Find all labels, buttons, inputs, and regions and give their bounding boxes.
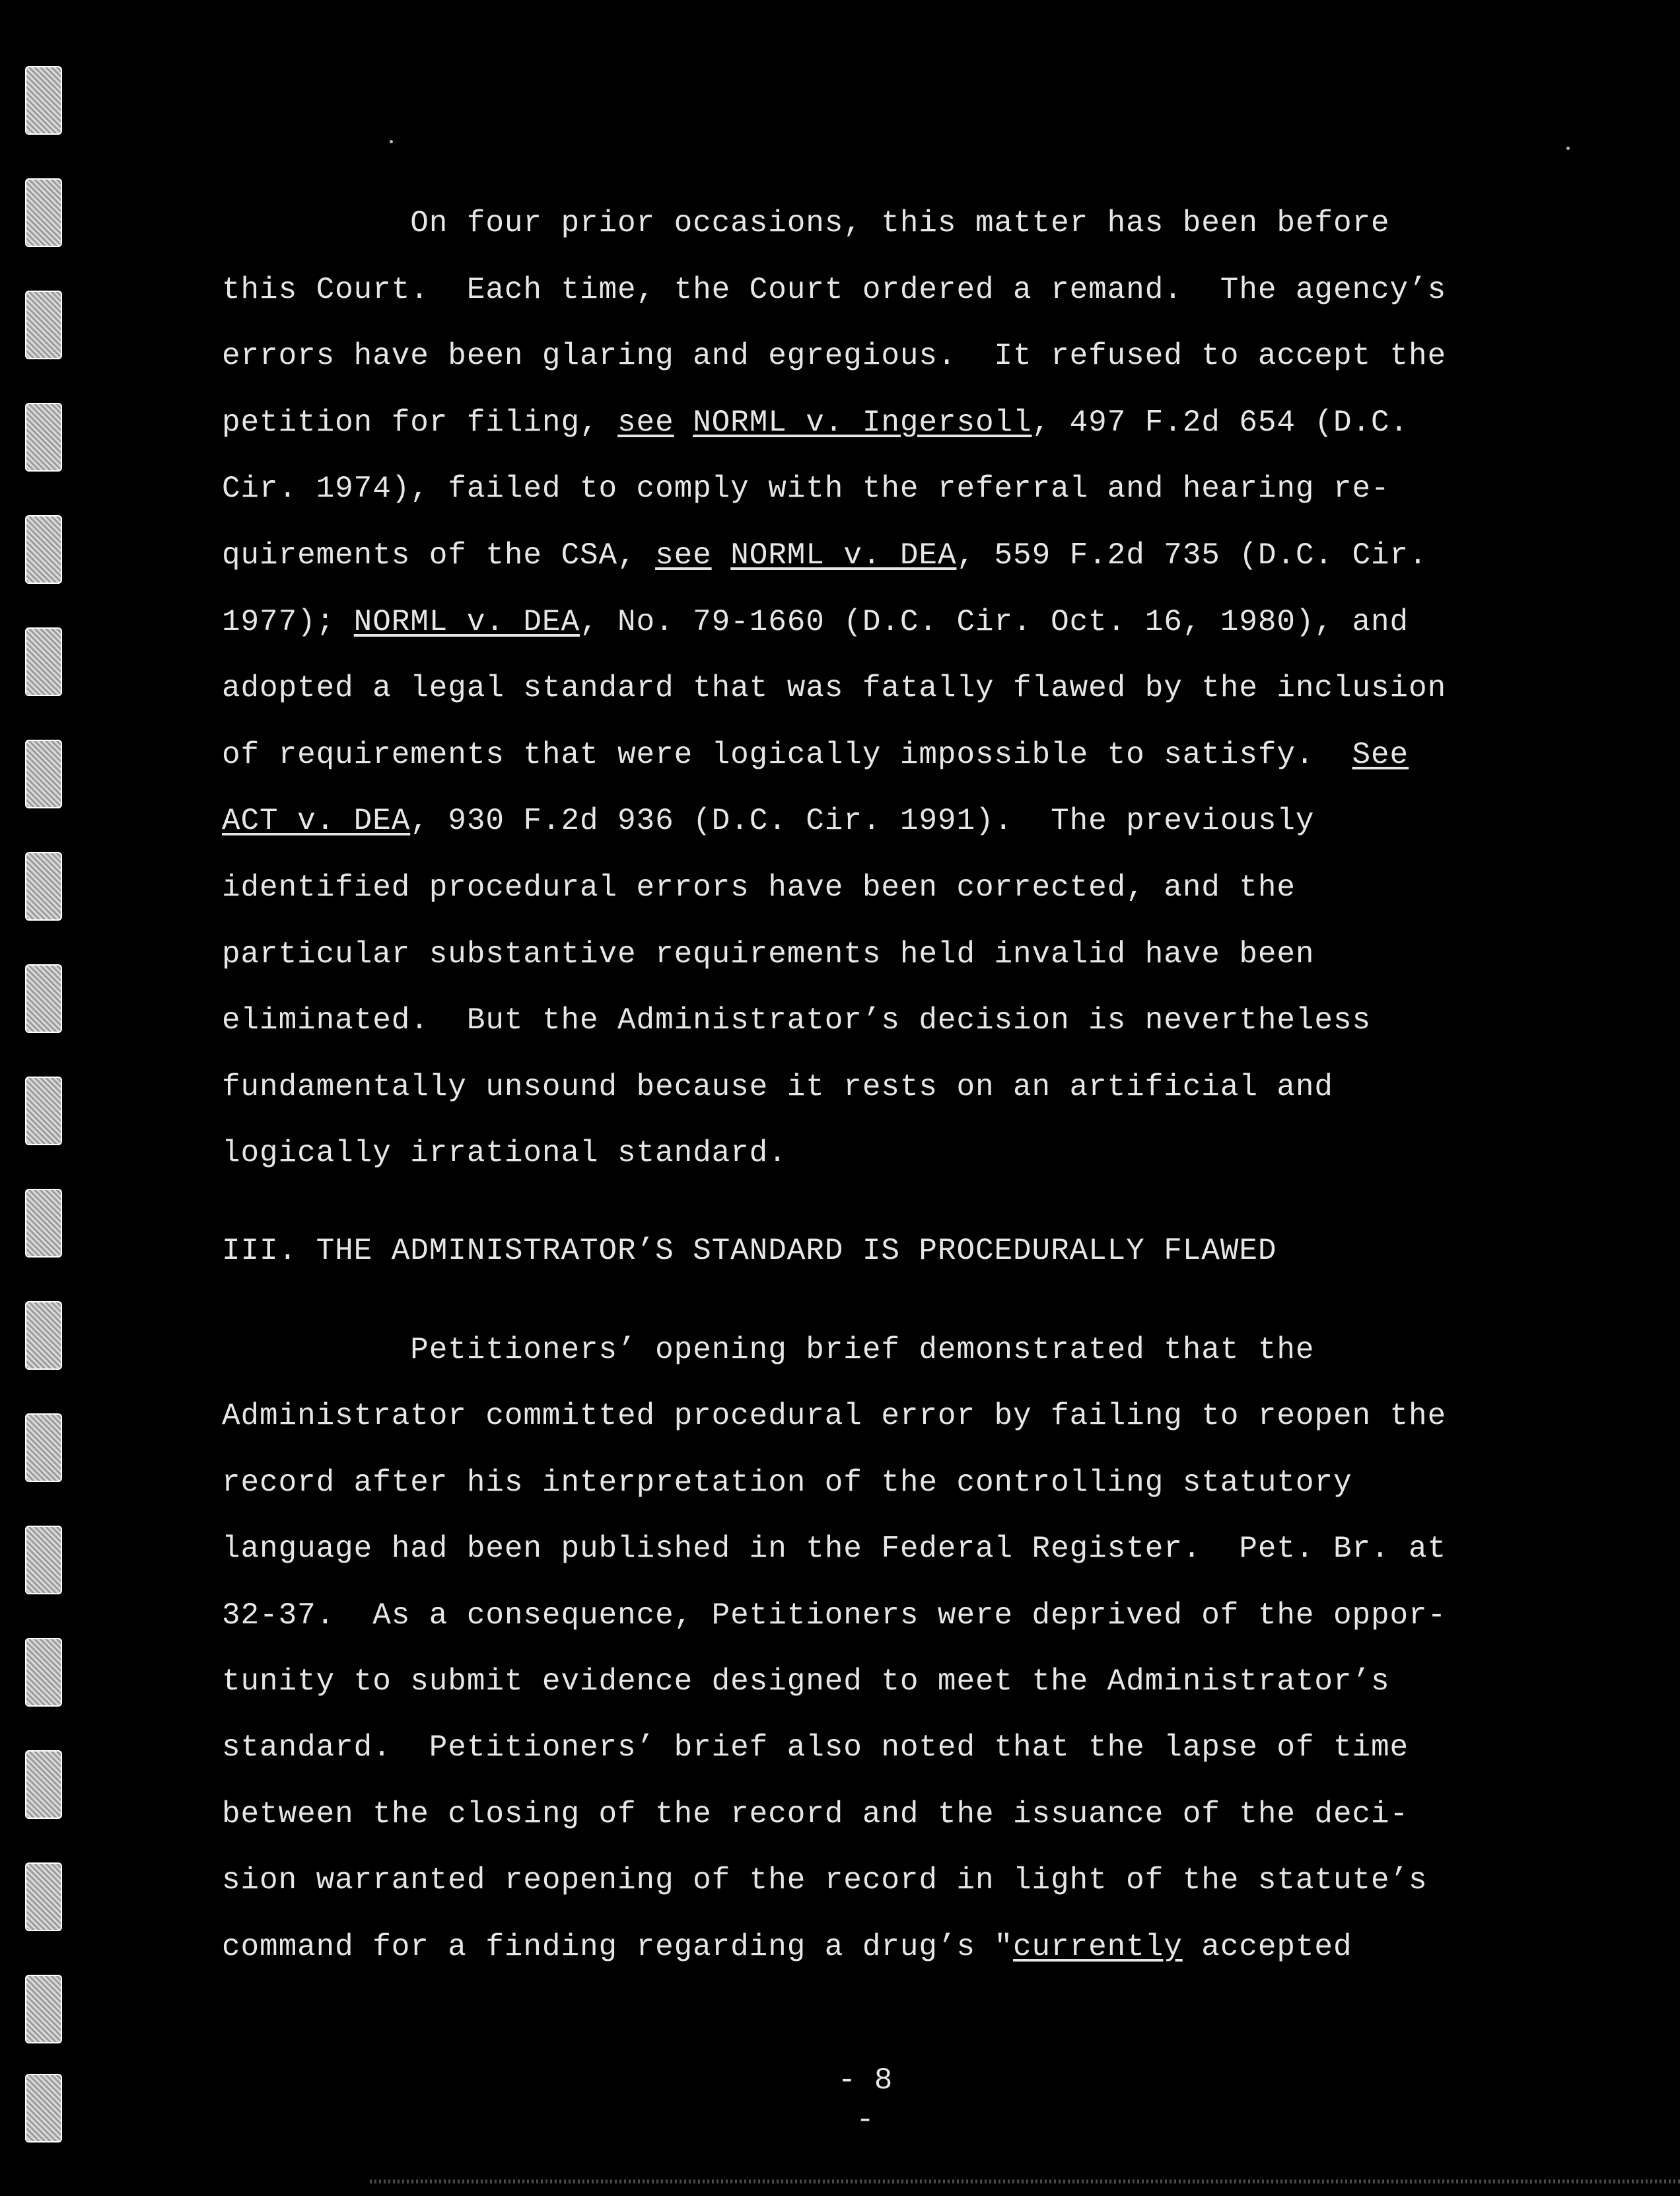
binder-hole: [25, 1413, 62, 1482]
text-run: , 559 F.2d 735 (D.C. Cir.: [956, 538, 1428, 573]
text-line: [222, 1133, 787, 1173]
text-line: [222, 1662, 1390, 1701]
text-line: [222, 868, 1296, 907]
text-run: identified procedural errors have been corrected, and the: [222, 870, 1296, 905]
page-number: - 8 -: [837, 2063, 893, 2137]
text-run: On four prior occasions, this matter has been before: [222, 206, 1390, 240]
text-run: this Court. Each time, the Court ordered a remand. The agency’s: [222, 272, 1447, 307]
text-run: record after his interpretation of the controlling statutory: [222, 1465, 1352, 1500]
text-line: [222, 536, 1428, 575]
text-line: [222, 1794, 1409, 1834]
text-run: accepted: [1182, 1929, 1352, 1964]
section-heading: III. THE ADMINISTRATOR’S STANDARD IS PROCEDURALLY FLAWED: [222, 1234, 1277, 1268]
text-line: [222, 1067, 1333, 1107]
binder-hole: [25, 740, 62, 808]
text-run: 32-37. As a consequence, Petitioners were deprived of the oppor-: [222, 1598, 1447, 1633]
text-line: [222, 602, 1409, 642]
text-run: Petitioners’ opening brief demonstrated that the: [222, 1333, 1315, 1367]
text-run: between the closing of the record and the issuance of the deci-: [222, 1796, 1409, 1831]
binder-hole: [25, 964, 62, 1033]
text-run: Administrator committed procedural error by failing to reopen the: [222, 1399, 1447, 1434]
text-line: [222, 668, 1446, 708]
binder-hole: [25, 1526, 62, 1594]
scan-speck: [1566, 147, 1570, 150]
binder-hole: [25, 1975, 62, 2043]
text-line: [222, 1330, 1314, 1370]
text-line: [222, 1596, 1446, 1635]
text-run: logically irrational standard.: [222, 1136, 787, 1171]
text-line: [222, 1860, 1428, 1900]
text-line: [222, 270, 1446, 310]
text-run: , No. 79-1660 (D.C. Cir. Oct. 16, 1980), and: [579, 604, 1409, 639]
binder-hole: [25, 66, 62, 135]
text-run: 1977);: [222, 604, 354, 639]
text-line: [222, 1529, 1446, 1569]
text-run: quirements of the CSA,: [222, 538, 656, 573]
text-line: [222, 1001, 1371, 1040]
text-line: [222, 1396, 1446, 1436]
text-line: [222, 1728, 1409, 1767]
text-run: , 930 F.2d 936 (D.C. Cir. 1991). The previously: [410, 804, 1315, 839]
text-line: [222, 1463, 1352, 1503]
text-line: [222, 735, 1409, 775]
text-run: eliminated. But the Administrator’s decision is nevertheless: [222, 1003, 1371, 1038]
underlined-citation: see: [617, 405, 674, 440]
underlined-citation: see: [655, 538, 712, 573]
binder-hole: [25, 852, 62, 921]
binder-hole-strip: [25, 66, 65, 2113]
binder-hole: [25, 403, 62, 472]
text-run: petition for filing,: [222, 405, 618, 440]
underlined-citation: See: [1352, 737, 1409, 772]
text-run: command for a finding regarding a drug’s ": [222, 1929, 1014, 1964]
text-run: standard. Petitioners’ brief also noted that the lapse of time: [222, 1730, 1409, 1765]
text-run: sion warranted reopening of the record in light of the statute’s: [222, 1863, 1428, 1898]
text-run: , 497 F.2d 654 (D.C.: [1032, 405, 1409, 440]
text-run: of requirements that were logically impossible to satisfy.: [222, 737, 1352, 772]
text-line: [222, 801, 1314, 841]
text-run: fundamentally unsound because it rests on an artificial and: [222, 1069, 1333, 1104]
underlined-citation: NORML v. Ingersoll: [693, 405, 1032, 440]
binder-hole: [25, 1750, 62, 1819]
binder-hole: [25, 1301, 62, 1370]
underlined-citation: NORML v. DEA: [353, 604, 580, 639]
text-run: language had been published in the Federal Register. Pet. Br. at: [222, 1532, 1447, 1567]
underlined-citation: ACT v. DEA: [222, 804, 411, 839]
scan-speck: [390, 140, 393, 143]
text-line: [222, 1927, 1352, 1967]
text-run: tunity to submit evidence designed to meet the Administrator’s: [222, 1664, 1390, 1699]
binder-hole: [25, 1638, 62, 1707]
binder-hole: [25, 627, 62, 696]
binder-hole: [25, 291, 62, 359]
text-run: adopted a legal standard that was fatally flawed by the inclusion: [222, 671, 1447, 706]
underlined-citation: currently: [1013, 1929, 1183, 1964]
text-run: [712, 538, 731, 573]
binder-hole: [25, 1862, 62, 1931]
text-run: particular substantive requirements held invalid have been: [222, 937, 1315, 972]
binder-hole: [25, 178, 62, 247]
text-line: [222, 336, 1446, 376]
binder-hole: [25, 515, 62, 584]
text-run: [674, 406, 693, 440]
text-run: errors have been glaring and egregious. It refused to accept the: [222, 339, 1447, 374]
binder-hole: [25, 1077, 62, 1145]
underlined-citation: NORML v. DEA: [730, 538, 957, 573]
text-line: [222, 469, 1390, 509]
text-run: Cir. 1974), failed to comply with the referral and hearing re-: [222, 472, 1390, 507]
text-line: [222, 403, 1409, 443]
scan-edge-noise: [370, 2179, 1680, 2183]
text-line: [222, 203, 1390, 243]
binder-hole: [25, 1189, 62, 1257]
binder-hole: [25, 2074, 62, 2143]
text-line: [222, 935, 1314, 974]
